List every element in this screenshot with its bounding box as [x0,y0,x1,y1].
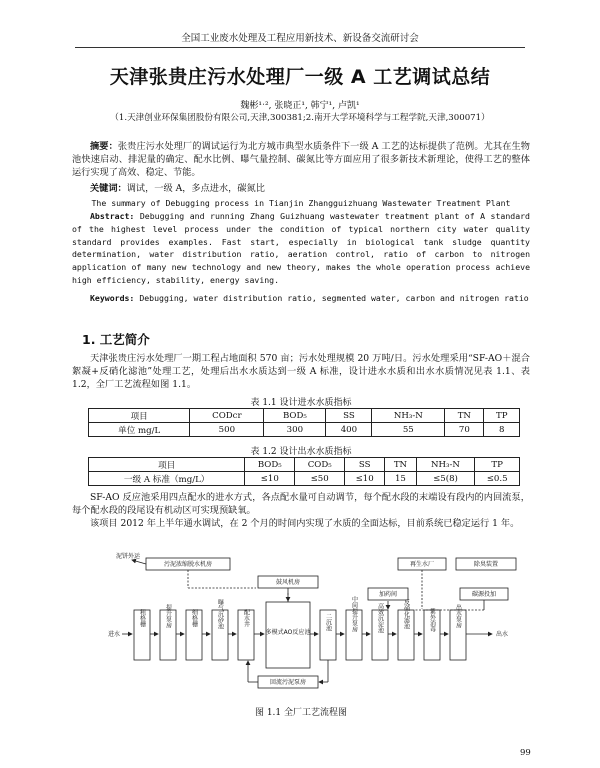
keywords-cn [72,182,530,195]
mid-pump-label: 中间提升泵房 [350,596,358,632]
table-cell: 15 [385,472,417,486]
table-header-cell: SS [326,409,372,423]
abstract-en-label: Abstract: [90,211,135,221]
table-cell: 300 [264,423,326,437]
abstract-en [72,210,530,287]
blower-label: 鼓风机房 [275,579,301,586]
figure-caption: 图 1.1 全厂工艺流程图 [254,708,348,718]
table-header-cell: NH₃-N [416,458,475,472]
table-cell: 单位 mg/L [89,423,190,437]
table-1-caption: 表 1.1 设计进水水质指标 [250,398,352,408]
secondary-clarifier-label: 二沉池 [324,613,332,631]
table-design-inflow [88,408,520,437]
abstract-cn [72,140,530,179]
abstract-cn-text: 张贵庄污水处理厂的调试运行为北方城市典型水质条件下一级 A 工艺的达标提供了范例。尤其在生物池快速启动、排泥量的确定、配水比例、曝气量控制、碳氮比等方面应用了很多新技术新理论，使得工艺的整体运行实现了高效、稳定、节能。 [72,141,530,178]
sludge-out-label: 泥饼外运 [116,553,141,560]
table-design-outflow [88,457,520,486]
running-header: 全国工业废水处理及工程应用新技术、新设备交流研讨会 [75,30,525,48]
grit-chamber-label: 曝气沉砂池 [216,599,224,629]
process-flow-diagram [108,548,548,694]
authors: 魏彬¹ˑ², 张晓正¹, 韩宁¹, 卢凯¹ [240,101,360,111]
table-header-cell: BOD₅ [264,409,326,423]
hi-rate-clarifier-label: 高效沉淀池 [376,603,384,633]
lift-pump-label: 提升泵房 [164,604,172,628]
table-cell: 70 [445,423,484,437]
table-header-cell: BOD₅ [245,458,295,472]
table-2-caption: 表 1.2 设计出水水质指标 [250,447,352,457]
table-cell: ≤0.5 [475,472,520,486]
dosing-label: 加药间 [378,591,398,598]
keywords-cn-label: 关键词： [90,183,127,194]
table-header-cell: TP [475,458,520,472]
table-header-cell: 项目 [89,458,245,472]
table-header-cell: 项目 [89,409,190,423]
reuse-label: 再生水厂 [409,561,435,568]
distribution-well-label: 配水井 [242,609,250,627]
abstract-cn-label: 摘要： [90,141,118,152]
sludge-dewatering-label: 污泥浓缩脱水机房 [163,561,213,568]
english-title: The summary of Debugging process in Tianjin Zhangguizhuang Wastewater Treatment Plant [91,198,511,208]
table-cell: ≤10 [245,472,295,486]
table-cell: 一级 A 标准（mg/L） [89,472,245,486]
coarse-screen-label: 粗格栅 [138,609,146,627]
table-header-cell: NH₃-N [372,409,445,423]
table-cell: ≤10 [345,472,385,486]
section-paragraph-2: SF-AO 反应池采用四点配水的进水方式，各点配水量可自动调节，每个配水段的末端设有段内的内回流泵，每个配水段的段尾设有机动区可实现预缺氧。 [72,492,530,516]
fine-screen-label: 细格栅 [190,609,198,627]
section-paragraph-3: 该项目 2012 年上半年通水调试，在 2 个月的时间内实现了水质的全面达标，目前系统已稳定运行 1 年。 [90,518,520,529]
table-cell: 400 [326,423,372,437]
affiliation: （1.天津创业环保集团股份有限公司,天津,300381;2.南开大学环境科学与工程学院,天津,300071） [110,113,490,123]
ao-reactor-label: 多模式AO反应池 [265,629,311,636]
table-cell: ≤5(8) [416,472,475,486]
outlet-label: 出水 [496,631,509,638]
paper-title: 天津张贵庄污水处理厂一级 A 工艺调试总结 [109,66,491,88]
inflow-label: 进水 [108,631,121,638]
return-sludge-label: 回流污泥泵房 [269,679,307,686]
table-row [89,423,520,437]
table-cell: 8 [484,423,520,437]
table-header-row [89,409,520,423]
odor-label: 除臭装置 [473,561,499,568]
carbon-label: 碳源投加 [471,591,497,598]
uv-label: 紫外消毒 [428,608,436,632]
table-header-cell: TP [484,409,520,423]
page-number: 99 [520,748,531,758]
table-cell: 500 [190,423,264,437]
table-cell: ≤50 [295,472,345,486]
keywords-en-text: Debugging, water distribution ratio, segmented water, carbon and nitrogen ratio [139,293,529,303]
abstract-en-text: Debugging and running Zhang Guizhuang wastewater treatment plant of A standard of the highest level process under the condition of typical northern city water quality standard provides examples. Fast start, especially in biological tank sludge quantity determination, water distribution ratio, aeration control, ratio of carbon to nitrogen application of many new technology and new theory, makes the whole operation process achieve high efficiency, stability, energy saving. [72,211,530,285]
table-header-row [89,458,520,472]
table-row [89,472,520,486]
outfall-pump-label: 出水泵房 [454,604,462,628]
table-header-cell: TN [445,409,484,423]
table-header-cell: TN [385,458,417,472]
table-header-cell: COD₅ [295,458,345,472]
section-heading: 1. 工艺简介 [82,332,150,347]
section-paragraph-1: 天津张贵庄污水处理厂一期工程占地面积 570 亩；污水处理规模 20 万吨/日。污水处理采用“SF-AO＋混合絮凝+反硝化滤池”处理工艺，处理后出水水质达到一级 A 标准，设计进水水质和出水水质情况见表 1.1、表 1.2，全厂工艺流程如图 1.1。 [72,353,530,390]
table-header-cell: CODcr [190,409,264,423]
denitrification-filter-label: 反硝化滤池 [402,599,410,629]
keywords-en-label: Keywords: [90,293,135,303]
keywords-en [72,292,530,305]
table-header-cell: SS [345,458,385,472]
table-cell: 55 [372,423,445,437]
keywords-cn-text: 调试，一级 A，多点进水，碳氮比 [126,183,265,194]
